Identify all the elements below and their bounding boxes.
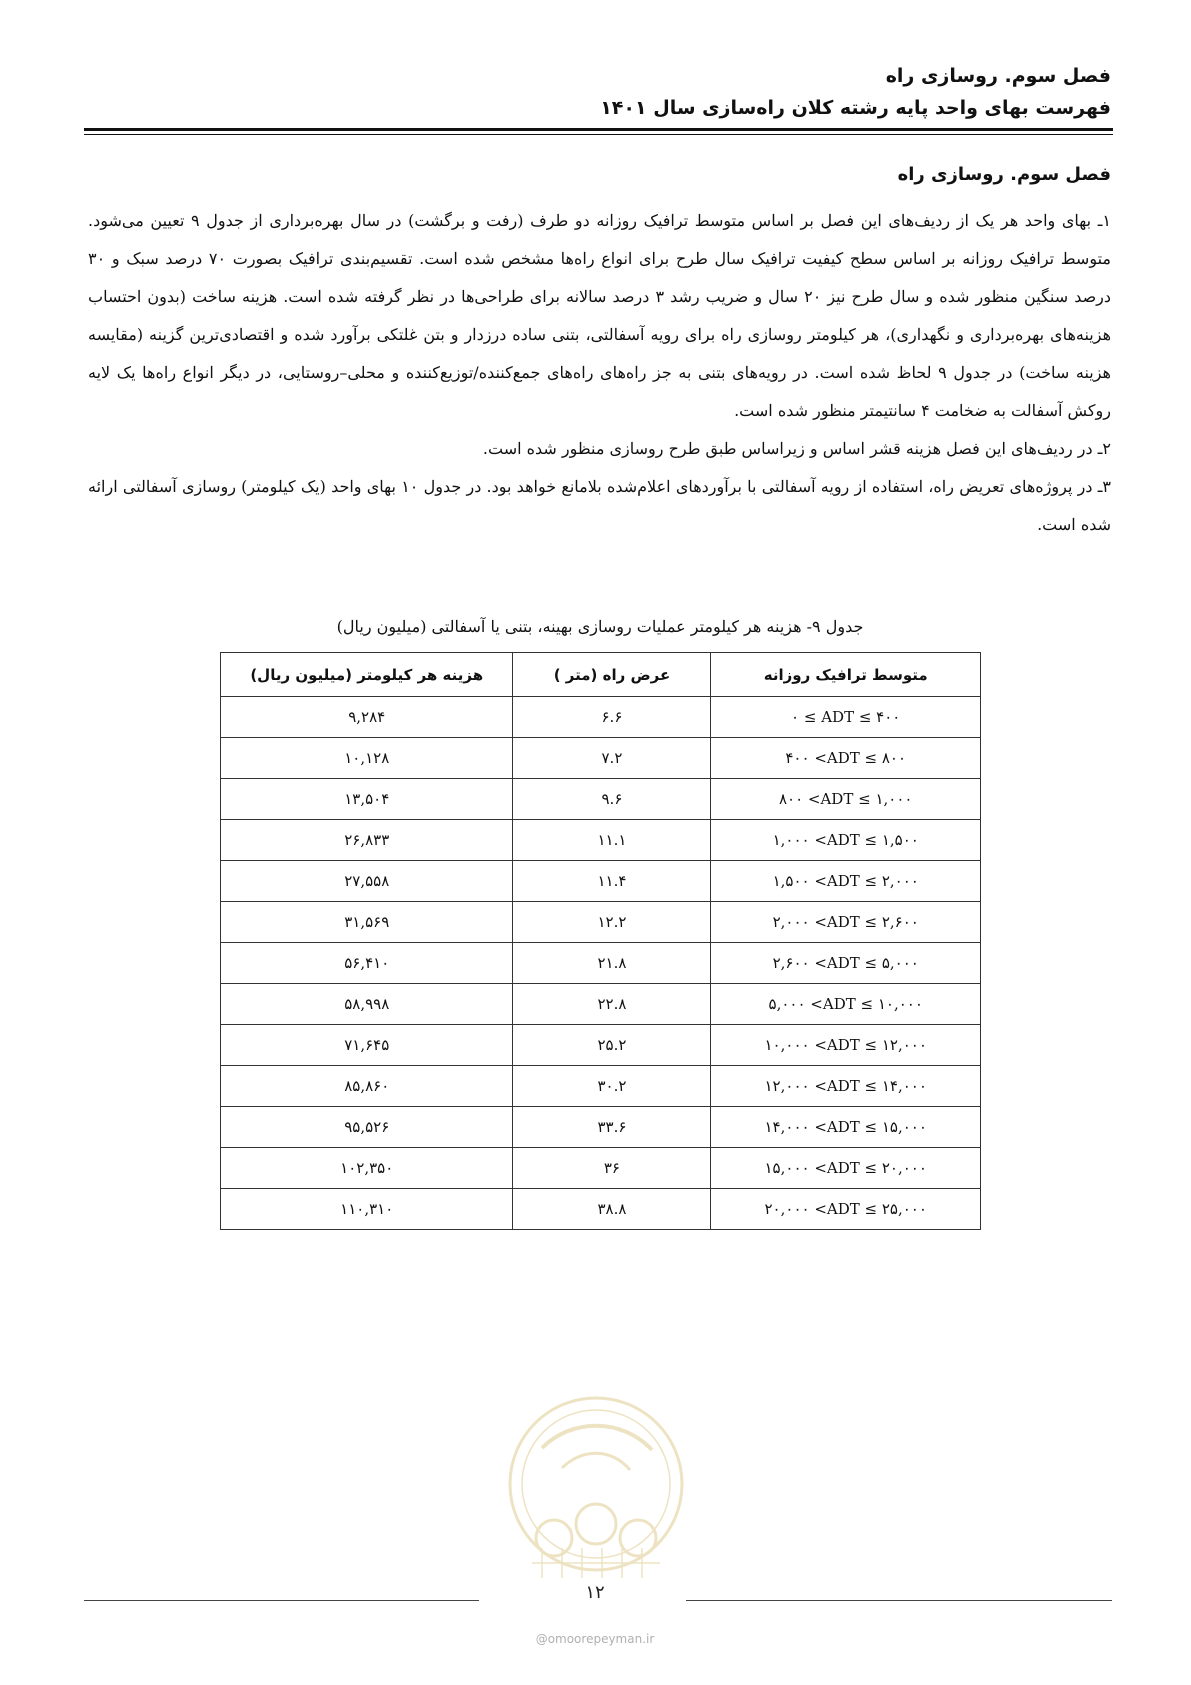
table-row (221, 1025, 981, 1066)
cell-cost: ۳۱,۵۶۹ (221, 902, 513, 943)
cell-width: ۱۲.۲ (513, 902, 711, 943)
cell-cost: ۱۳,۵۰۴ (221, 779, 513, 820)
body-text (88, 202, 1111, 544)
cell-width: ۳۶ (513, 1148, 711, 1189)
cell-cost: ۲۶,۸۳۳ (221, 820, 513, 861)
table-row (221, 1107, 981, 1148)
cell-width: ۶.۶ (513, 697, 711, 738)
table-row (221, 943, 981, 984)
cell-traffic: ۲۰,۰۰۰ <ADT ≤ ۲۵,۰۰۰ (711, 1189, 981, 1230)
footer-rule-right (686, 1600, 1112, 1601)
publisher-seal-watermark (502, 1388, 690, 1588)
table-row (221, 1148, 981, 1189)
cell-width: ۲۲.۸ (513, 984, 711, 1025)
table-header-row (221, 653, 981, 697)
cell-width: ۳۳.۶ (513, 1107, 711, 1148)
cell-traffic: ۱۲,۰۰۰ <ADT ≤ ۱۴,۰۰۰ (711, 1066, 981, 1107)
table-row (221, 1189, 981, 1230)
pavement-cost-table (220, 652, 981, 1230)
cell-cost: ۵۸,۹۹۸ (221, 984, 513, 1025)
table-caption: جدول ۹- هزینه هر کیلومتر عملیات روسازی بهینه، بتنی یا آسفالتی (میلیون ریال) (336, 617, 864, 636)
table-row (221, 779, 981, 820)
cell-width: ۱۱.۴ (513, 861, 711, 902)
cell-width: ۳۰.۲ (513, 1066, 711, 1107)
cell-width: ۱۱.۱ (513, 820, 711, 861)
cell-cost: ۵۶,۴۱۰ (221, 943, 513, 984)
cell-width: ۳۸.۸ (513, 1189, 711, 1230)
page-number: ۱۲ (585, 1582, 605, 1603)
page-header (88, 60, 1111, 124)
cell-cost: ۷۱,۶۴۵ (221, 1025, 513, 1066)
cell-cost: ۲۷,۵۵۸ (221, 861, 513, 902)
cell-cost: ۸۵,۸۶۰ (221, 1066, 513, 1107)
cell-cost: ۱۰۲,۳۵۰ (221, 1148, 513, 1189)
header-road-width: عرض راه (متر ) (513, 653, 711, 697)
table-row (221, 861, 981, 902)
cell-traffic: ۱۰,۰۰۰ <ADT ≤ ۱۲,۰۰۰ (711, 1025, 981, 1066)
header-cost: هزینه هر کیلومتر (میلیون ریال) (221, 653, 513, 697)
paragraph-2: ۲ـ در ردیف‌های این فصل هزینه قشر اساس و زیراساس طبق طرح روسازی منظور شده است. (482, 439, 1111, 458)
cell-width: ۷.۲ (513, 738, 711, 779)
table-row (221, 984, 981, 1025)
cell-width: ۲۱.۸ (513, 943, 711, 984)
website-watermark: @omoorepeyman.ir (535, 1632, 655, 1646)
table-row (221, 697, 981, 738)
cell-traffic: ۸۰۰ <ADT ≤ ۱,۰۰۰ (711, 779, 981, 820)
cell-traffic: ۴۰۰ <ADT ≤ ۸۰۰ (711, 738, 981, 779)
cell-traffic: ۱,۰۰۰ <ADT ≤ ۱,۵۰۰ (711, 820, 981, 861)
cell-traffic: ۰ ≤ ADT ≤ ۴۰۰ (711, 697, 981, 738)
cell-traffic: ۲,۰۰۰ <ADT ≤ ۲,۶۰۰ (711, 902, 981, 943)
cell-traffic: ۱,۵۰۰ <ADT ≤ ۲,۰۰۰ (711, 861, 981, 902)
cell-traffic: ۱۵,۰۰۰ <ADT ≤ ۲۰,۰۰۰ (711, 1148, 981, 1189)
cell-width: ۹.۶ (513, 779, 711, 820)
cell-traffic: ۲,۶۰۰ <ADT ≤ ۵,۰۰۰ (711, 943, 981, 984)
table-row (221, 1066, 981, 1107)
header-chapter-title: فصل سوم. روسازی راه (885, 65, 1111, 87)
header-rule-thin (84, 134, 1113, 135)
cell-cost: ۱۱۰,۳۱۰ (221, 1189, 513, 1230)
table-row (221, 820, 981, 861)
cell-cost: ۹,۲۸۴ (221, 697, 513, 738)
paragraph-1: ۱ـ بهای واحد هر یک از ردیف‌های این فصل بر اساس متوسط ترافیک روزانه دو طرف (رفت و برگشت) در سال بهره‌برداری از جدول ۹ تعیین می‌شود. متوسط ترافیک روزانه بر اساس سطح کیفیت ترافیک سال طرح برای انواع راه‌ها مشخص شده است. تقسیم‌بندی ترافیک بصورت ۷۰ درصد سبک و ۳۰ درصد سنگین منظور شده و سال طرح نیز ۲۰ سال و ضریب رشد ۳ درصد سالانه برای طراحی‌ها در نظر گرفته شده است. هزینه ساخت (بدون احتساب هزینه‌های بهره‌برداری و نگهداری)، هر کیلومتر روسازی راه برای رویه آسفالتی، بتنی ساده درزدار و بتن غلتکی برآورد شده و اقتصادی‌ترین گزینه (مقایسه هزینه ساخت) در جدول ۹ لحاظ شده است. در رویه‌های بتنی به جز راه‌های راه‌های جمع‌کننده/توزیع‌کننده و محلی–روستایی، در دیگر انواع راه‌ها یک لایه روکش آسفالت به ضخامت ۴ سانتیمتر منظور شده است. (88, 211, 1112, 420)
cell-cost: ۹۵,۵۲۶ (221, 1107, 513, 1148)
header-document-title: فهرست بهای واحد پایه رشته کلان راه‌سازی سال ۱۴۰۱ (600, 97, 1111, 119)
table-row (221, 738, 981, 779)
cell-cost: ۱۰,۱۲۸ (221, 738, 513, 779)
section-title: فصل سوم. روسازی راه (897, 164, 1111, 185)
footer-rule-left (84, 1600, 479, 1601)
cell-width: ۲۵.۲ (513, 1025, 711, 1066)
header-rule-thick (84, 128, 1113, 131)
cell-traffic: ۱۴,۰۰۰ <ADT ≤ ۱۵,۰۰۰ (711, 1107, 981, 1148)
header-traffic: متوسط ترافیک روزانه (711, 653, 981, 697)
table-row (221, 902, 981, 943)
cell-traffic: ۵,۰۰۰ <ADT ≤ ۱۰,۰۰۰ (711, 984, 981, 1025)
paragraph-3: ۳ـ در پروژه‌های تعریض راه، استفاده از رویه آسفالتی با برآوردهای اعلام‌شده بلامانع خواهد بود. در جدول ۱۰ بهای واحد (یک کیلومتر) روسازی آسفالتی ارائه شده است. (88, 477, 1111, 534)
